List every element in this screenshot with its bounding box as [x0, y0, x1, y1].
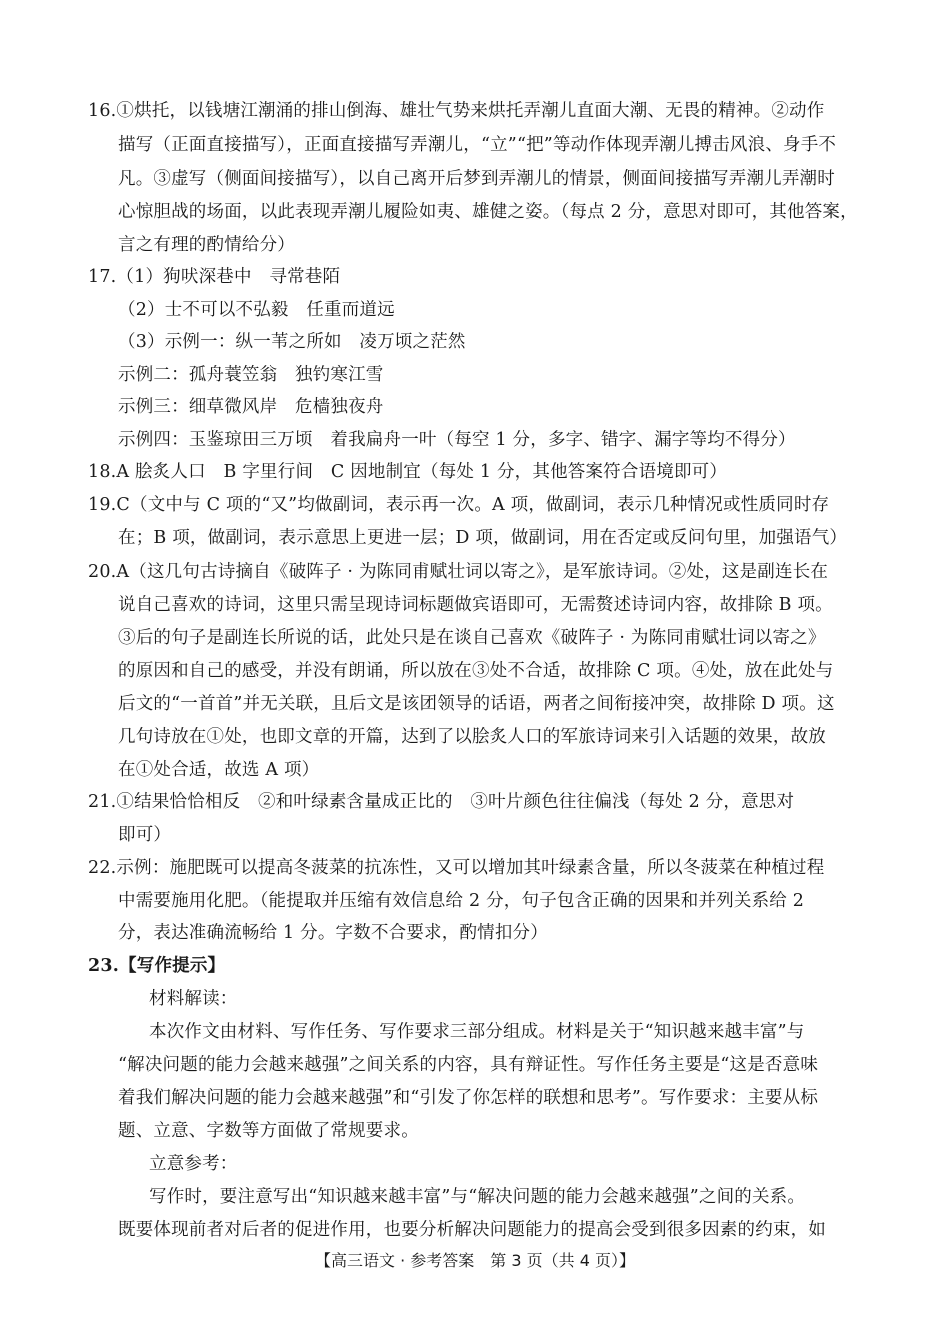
q16-line-2: 描写（正面直接描写），正面直接描写弄潮儿，“立”“把”等动作体现弄潮儿搏击风浪、身手不	[118, 135, 837, 155]
q16-line-4: 心惊胆战的场面，以此表现弄潮儿履险如夷、雄健之姿。（每点 2 分，意思对即可，其他答案，	[118, 202, 858, 222]
q20-line-5: 后文的“一首首”并无关联，且后文是该团领导的话语，两者之间衔接冲突，故排除 D 项。这	[118, 694, 835, 714]
q20-line-4: 的原因和自己的感受，并没有朗诵，所以放在③处不合适，故排除 C 项。④处，放在此处与	[118, 661, 834, 681]
q16-line-3: 凡。③虚写（侧面间接描写），以自己离开后梦到弄潮儿的情景，侧面间接描写弄潮儿弄潮时	[118, 169, 835, 189]
q16-line-5: 言之有理的酌情给分）	[118, 235, 295, 255]
q21-line-2: 即可）	[118, 825, 172, 845]
q17-line-2: （2）士不可以不弘毅 任重而道远	[118, 300, 395, 320]
q20-line-6: 几句诗放在①处，也即文章的开篇，达到了以脍炙人口的军旅诗词来引入话题的效果，故放	[118, 727, 826, 747]
q18-line-1: 18.A 脍炙人口 B 字里行间 C 因地制宜（每处 1 分，其他答案符合语境即可）	[88, 462, 728, 482]
q23-heading: 23.【写作提示】	[88, 956, 226, 976]
q22-line-3: 分，表达准确流畅给 1 分。字数不合要求，酌情扣分）	[118, 923, 548, 943]
q21-line-1: 21.①结果恰恰相反 ②和叶绿素含量成正比的 ③叶片颜色往往偏浅（每处 2 分，意思对	[88, 792, 795, 812]
q22-line-1: 22.示例：施肥既可以提高冬菠菜的抗冻性，又可以增加其叶绿素含量，所以冬菠菜在种植过程	[88, 858, 825, 878]
q23-material-line-4: 题、立意、字数等方面做了常规要求。	[118, 1121, 419, 1141]
q17-line-5: 示例三：细草微风岸 危樯独夜舟	[118, 397, 384, 417]
q22-line-2: 中需要施用化肥。（能提取并压缩有效信息给 2 分，句子包含正确的因果和并列关系给 2	[118, 891, 805, 911]
q17-line-1: 17.（1）狗吠深巷中 寻常巷陌	[88, 267, 341, 287]
q23-material-line-3: 着我们解决问题的能力会越来越强”和“引发了你怎样的联想和思考”。写作要求：主要从标	[118, 1088, 819, 1108]
page-footer: 【高三语文 · 参考答案 第 3 页（共 4 页）】	[315, 1251, 635, 1270]
q17-line-4: 示例二：孤舟蓑笠翁 独钓寒江雪	[118, 365, 384, 385]
q17-line-3: （3）示例一：纵一苇之所如 凌万顷之茫然	[118, 332, 466, 352]
q20-line-2: 说自己喜欢的诗词，这里只需呈现诗词标题做宾语即可，无需赘述诗词内容，故排除 B 项。	[118, 595, 833, 615]
q19-line-2: 在；B 项，做副词，表示意思上更进一层；D 项，做副词，用在否定或反问句里，加强语气）	[118, 528, 848, 548]
q20-line-7: 在①处合适，故选 A 项）	[118, 760, 320, 780]
q23-idea-label: 立意参考：	[149, 1154, 238, 1174]
q23-idea-line-2: 既要体现前者对后者的促进作用，也要分析解决问题能力的提高会受到很多因素的约束，如	[118, 1220, 826, 1240]
q19-line-1: 19.C（文中与 C 项的“又”均做副词，表示再一次。A 项，做副词，表示几种情况或性质同时存	[88, 495, 830, 515]
q23-idea-line-1: 写作时，要注意写出“知识越来越丰富”与“解决问题的能力会越来越强”之间的关系。	[149, 1187, 806, 1207]
q17-line-6: 示例四：玉鉴琼田三万顷 着我扁舟一叶（每空 1 分，多字、错字、漏字等均不得分）	[118, 430, 796, 450]
q23-material-label: 材料解读：	[149, 989, 238, 1009]
q20-line-1: 20.A（这几句古诗摘自《破阵子 · 为陈同甫赋壮词以寄之》，是军旅诗词。②处，这是副连长在	[88, 562, 829, 582]
q16-line-1: 16.①烘托，以钱塘江潮涌的排山倒海、雄壮气势来烘托弄潮儿直面大潮、无畏的精神。②动作	[88, 101, 825, 121]
q20-line-3: ③后的句子是副连长所说的话，此处只是在谈自己喜欢《破阵子 · 为陈同甫赋壮词以寄之》	[118, 628, 826, 648]
q23-material-line-2: “解决问题的能力会越来越强”之间关系的内容，具有辩证性。写作任务主要是“这是否意味	[118, 1055, 819, 1075]
q23-material-line-1: 本次作文由材料、写作任务、写作要求三部分组成。材料是关于“知识越来越丰富”与	[149, 1022, 805, 1042]
